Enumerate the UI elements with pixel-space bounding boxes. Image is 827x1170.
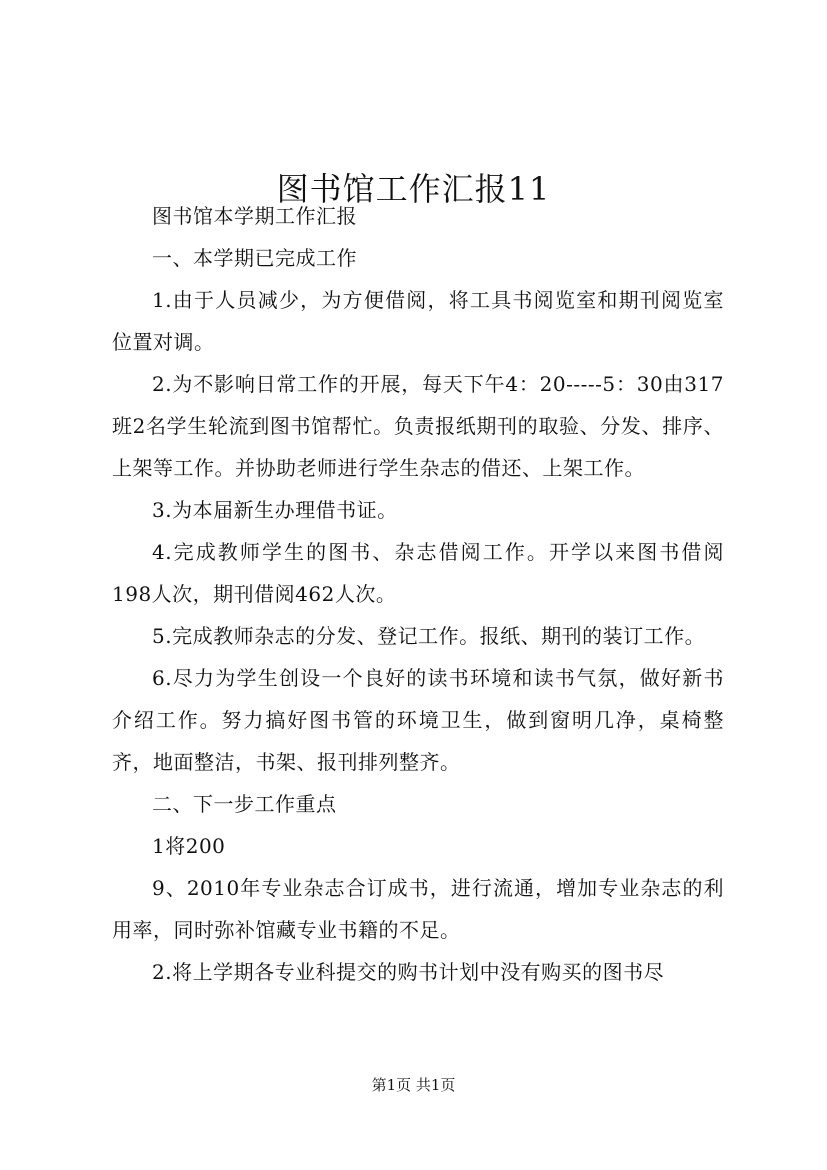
document-body: [112, 195, 724, 993]
paragraph-next-1: 1将200: [152, 834, 226, 858]
paragraph-next-2: 2.将上学期各专业科提交的购书计划中没有购买的图书尽: [152, 960, 665, 984]
paragraph-heading: 图书馆本学期工作汇报: [152, 204, 357, 228]
paragraph-item-6: 6.尽力为学生创设一个良好的读书环境和读书气氛，做好新书介绍工作。努力搞好图书管的环境卫生，做到窗明几净，桌椅整齐，地面整洁，书架、报刊排列整齐。: [112, 666, 724, 774]
paragraph-item-5: 5.完成教师杂志的分发、登记工作。报纸、期刊的装订工作。: [152, 624, 706, 648]
page-footer: 第1页 共1页: [371, 1076, 456, 1094]
paragraph-item-1: 1.由于人员减少，为方便借阅，将工具书阅览室和期刊阅览室位置对调。: [112, 288, 724, 354]
paragraph-item-3: 3.为本届新生办理借书证。: [152, 498, 398, 522]
paragraph-item-4: 4.完成教师学生的图书、杂志借阅工作。开学以来图书借阅198人次，期刊借阅462人次。: [112, 540, 724, 606]
paragraph-item-2: 2.为不影响日常工作的开展，每天下午4：20-----5：30由317班2名学生轮流到图书馆帮忙。负责报纸期刊的取验、分发、排序、上架等工作。并协助老师进行学生杂志的借还、上架工作。: [112, 372, 724, 480]
section-heading-next-steps: 二、下一步工作重点: [152, 792, 337, 816]
document-title: 图书馆工作汇报11: [276, 170, 551, 209]
paragraph-next-9: 9、2010年专业杂志合订成书，进行流通，增加专业杂志的利用率，同时弥补馆藏专业书籍的不足。: [112, 876, 724, 942]
section-heading-completed-work: 一、本学期已完成工作: [152, 246, 357, 270]
